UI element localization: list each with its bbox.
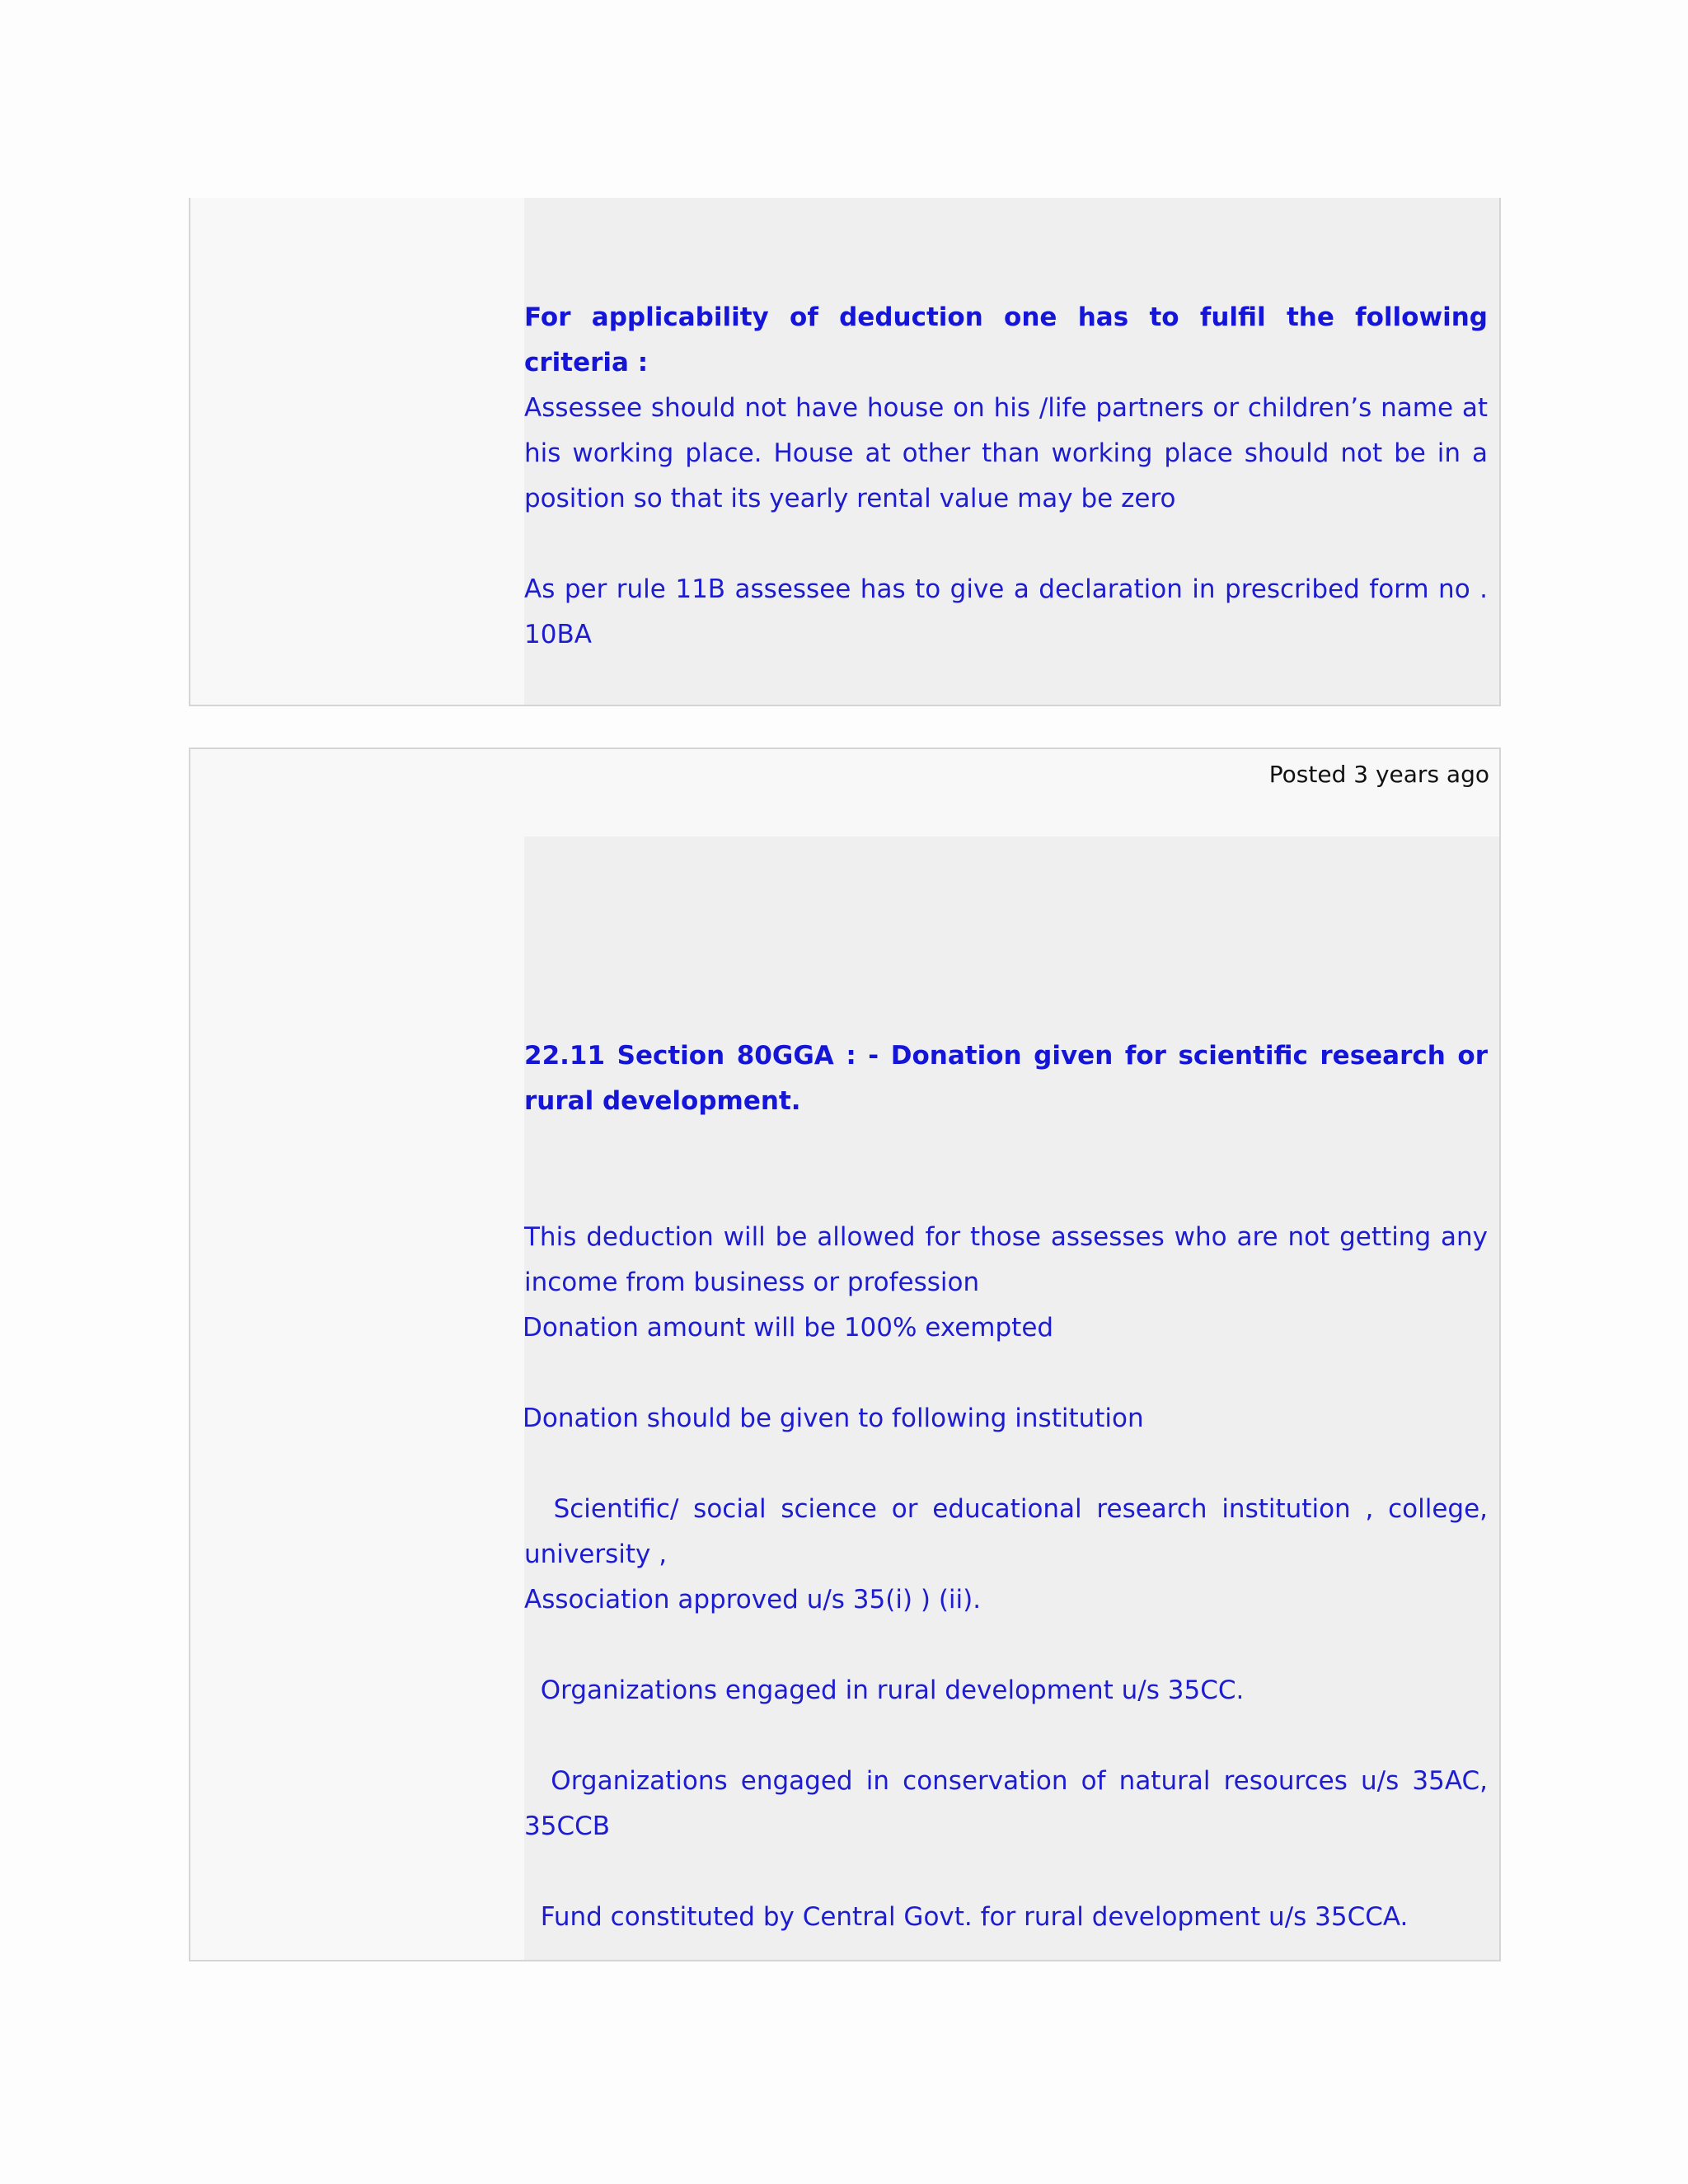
post-content [524, 837, 1499, 1960]
paragraph: Donation amount will be 100% exempted [523, 1313, 1054, 1343]
list-item: Scientific/ social science or educational research institution , college, university , [524, 1494, 1496, 1569]
list-item: Organizations engaged in conservation of natural resources u/s 35AC, 35CCB [524, 1766, 1496, 1841]
paragraph: As per rule 11B assessee has to give a declaration in prescribed form no . 10BA [524, 574, 1488, 649]
list-item: Organizations engaged in rural development u/s 35CC. [524, 1675, 1245, 1705]
section-heading: 22.11 Section 80GGA : - Donation given for scientific research or rural development. [524, 1041, 1488, 1116]
paragraph: Assessee should not have house on his /life partners or children’s name at his working place. House at other than working place should not be in a position so that its yearly rental value may be zero [524, 393, 1488, 513]
post-card [189, 748, 1501, 1961]
paragraph: Donation should be given to following institution [523, 1404, 1144, 1433]
post-content [524, 198, 1499, 705]
paragraph: This deduction will be allowed for those assesses who are not getting any income from business or profession [524, 1222, 1488, 1297]
posted-timestamp: Posted 3 years ago [1268, 761, 1489, 788]
section-heading: For applicability of deduction one has to fulfil the following criteria : [524, 302, 1488, 377]
list-item: Fund constituted by Central Govt. for rural development u/s 35CCA. [524, 1902, 1409, 1932]
list-item: Association approved u/s 35(i) ) (ii). [524, 1585, 982, 1615]
post-card [189, 198, 1501, 706]
